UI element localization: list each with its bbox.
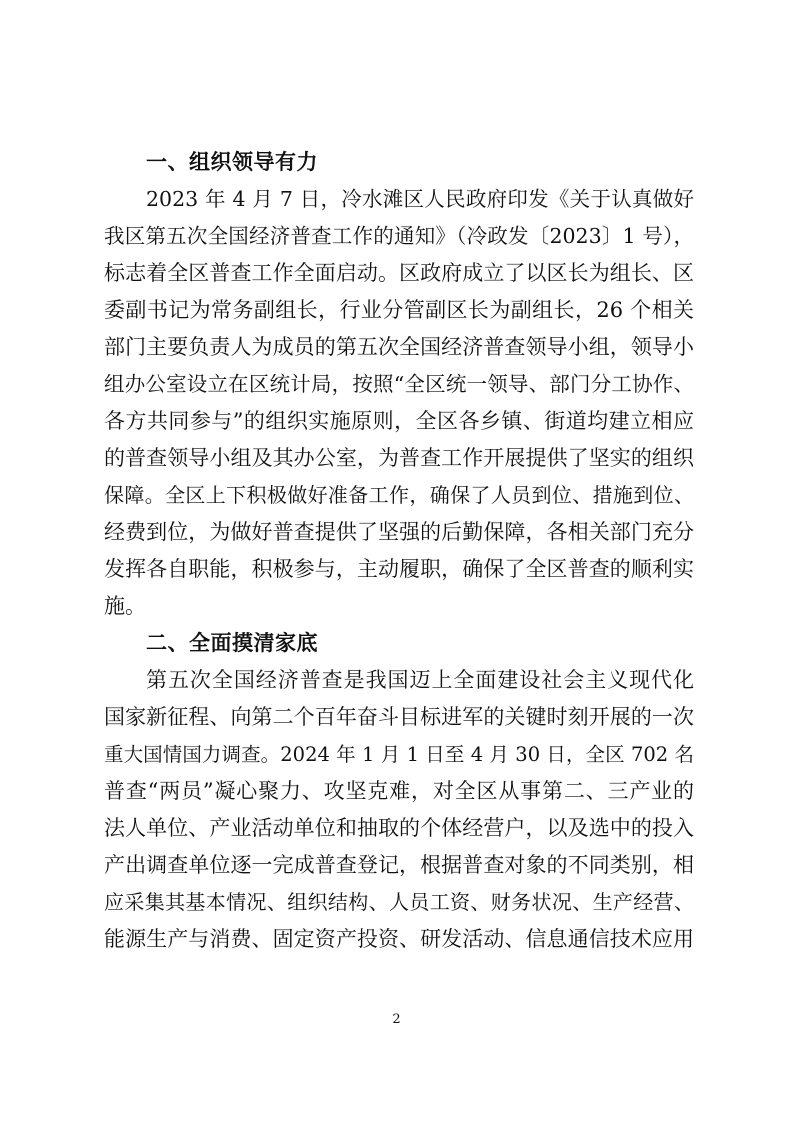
paragraph-line: 施。 bbox=[104, 594, 146, 618]
paragraph-line: 经费到位，为做好普查提供了坚强的后勤保障，各相关部门充分 bbox=[104, 520, 694, 544]
paragraph-line: 委副书记为常务副组长，行业分管副区长为副组长，26 个相关 bbox=[104, 298, 694, 322]
section-heading-census: 二、全面摸清家底 bbox=[146, 631, 318, 655]
paragraph-line: 保障。全区上下积极做好准备工作，确保了人员到位、措施到位、 bbox=[104, 483, 694, 507]
paragraph-line: 法人单位、产业活动单位和抽取的个体经营户，以及选中的投入 bbox=[104, 816, 694, 840]
paragraph-line: 重大国情国力调查。2024 年 1 月 1 日至 4 月 30 日，全区 702 名 bbox=[104, 743, 694, 766]
paragraph-line: 标志着全区普查工作全面启动。区政府成立了以区长为组长、区 bbox=[104, 261, 694, 285]
paragraph-line: 各方共同参与”的组织实施原则，全区各乡镇、街道均建立相应 bbox=[104, 409, 694, 433]
paragraph-line: 能源生产与消费、固定资产投资、研发活动、信息通信技术应用 bbox=[104, 927, 694, 951]
paragraph-line: 我区第五次全国经济普查工作的通知》（冷政发〔2023〕1 号）， bbox=[104, 224, 694, 248]
paragraph-line: 部门主要负责人为成员的第五次全国经济普查领导小组，领导小 bbox=[104, 335, 694, 359]
paragraph-line: 普查“两员”凝心聚力、攻坚克难，对全区从事第二、三产业的 bbox=[104, 779, 694, 803]
paragraph-line: 第五次全国经济普查是我国迈上全面建设社会主义现代化 bbox=[146, 668, 694, 692]
paragraph-line: 产出调查单位逐一完成普查登记，根据普查对象的不同类别，相 bbox=[104, 853, 694, 877]
section-heading-organization: 一、组织领导有力 bbox=[146, 150, 318, 174]
document-body bbox=[104, 144, 694, 958]
page-number: 2 bbox=[392, 1012, 401, 1027]
paragraph-line: 组办公室设立在区统计局，按照“全区统一领导、部门分工协作、 bbox=[104, 372, 694, 396]
paragraph-line: 国家新征程、向第二个百年奋斗目标进军的关键时刻开展的一次 bbox=[104, 705, 694, 729]
paragraph-line: 的普查领导小组及其办公室，为普查工作开展提供了坚实的组织 bbox=[104, 446, 694, 470]
paragraph-line: 发挥各自职能，积极参与，主动履职，确保了全区普查的顺利实 bbox=[104, 557, 694, 581]
paragraph-line: 应采集其基本情况、组织结构、人员工资、财务状况、生产经营、 bbox=[104, 890, 694, 914]
paragraph-line: 2023 年 4 月 7 日，冷水滩区人民政府印发《关于认真做好 bbox=[146, 187, 694, 211]
